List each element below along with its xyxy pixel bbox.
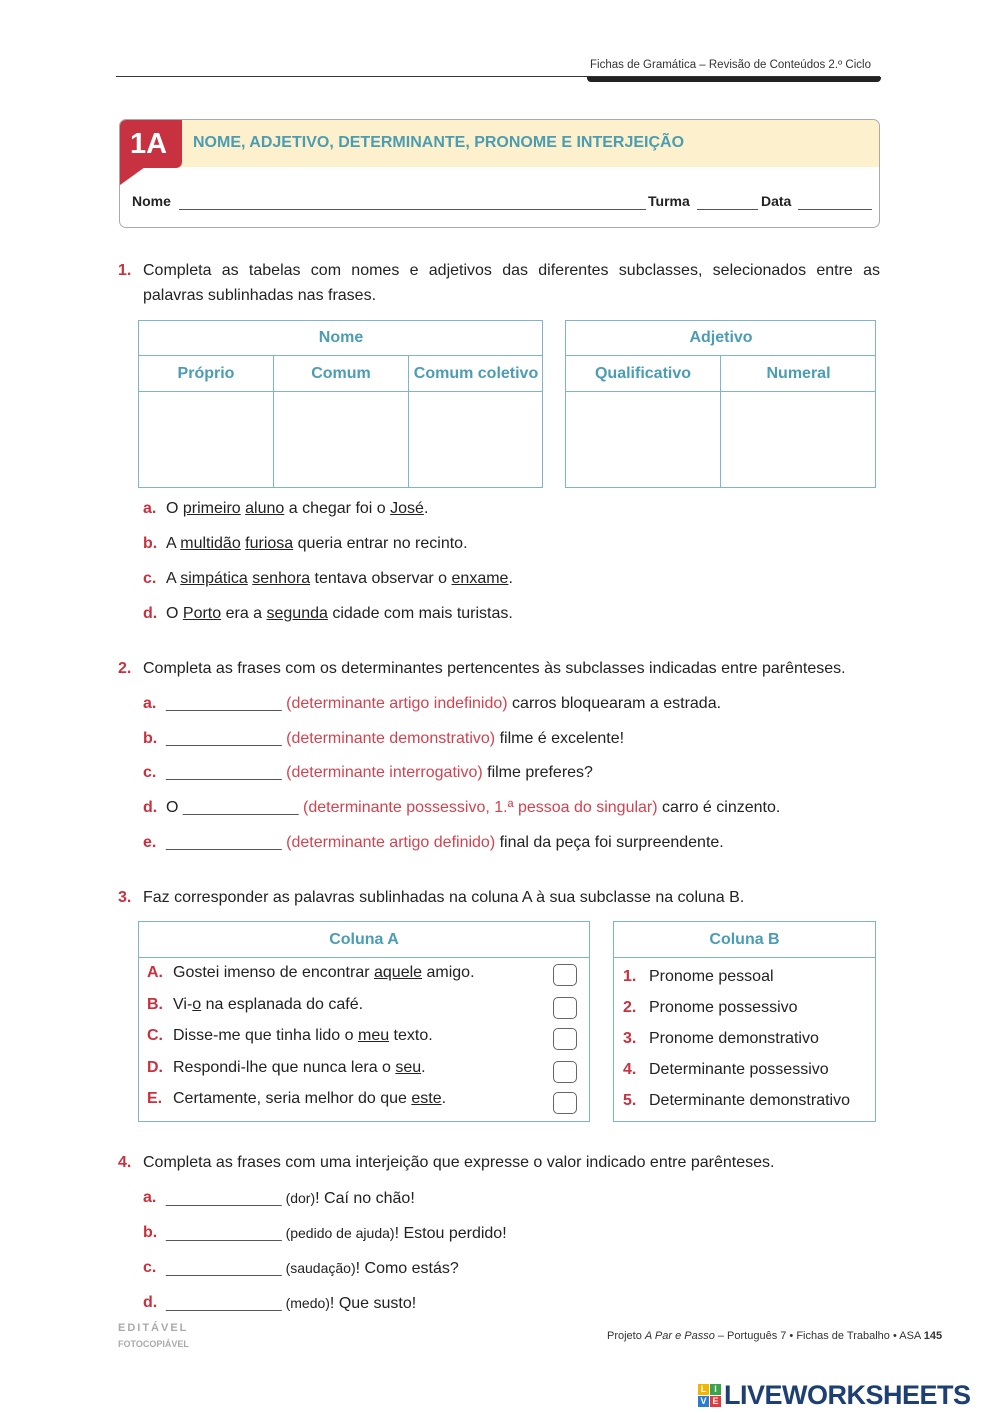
text-segment: O — [166, 500, 183, 517]
item-letter: d. — [143, 799, 158, 816]
underlined-word: enxame — [451, 570, 509, 587]
sentence-rest: ! Estou perdido! — [394, 1225, 507, 1242]
fill-sentence — [166, 729, 624, 749]
col-numeral: Numeral — [721, 356, 876, 392]
answer-blank[interactable]: _____________ — [166, 834, 282, 851]
underlined-word: aluno — [245, 500, 285, 517]
coluna-b-number: 1. — [623, 968, 637, 985]
answer-blank[interactable]: _____________ — [166, 1295, 282, 1312]
nome-label: Nome — [132, 193, 171, 209]
underlined-word: multidão — [180, 535, 241, 552]
text-segment: amigo. — [422, 964, 475, 981]
col-comum: Comum — [274, 356, 409, 392]
hint-text: (determinante artigo indefinido) — [281, 695, 508, 712]
coluna-b-item: Pronome demonstrativo — [649, 1030, 819, 1047]
sentence-rest: final da peça foi surpreendente. — [495, 834, 724, 851]
coluna-a-letter: C. — [147, 1027, 163, 1044]
text-segment: Gostei imenso de encontrar — [173, 964, 374, 981]
text-segment: . — [441, 1090, 447, 1107]
editavel-stamp: EDITÁVEL — [118, 1322, 189, 1334]
section-badge: 1A — [130, 128, 168, 160]
item-letter: c. — [143, 764, 157, 781]
text-segment: Disse-me que tinha lido o — [173, 1027, 358, 1044]
coluna-b-item: Determinante possessivo — [649, 1061, 829, 1078]
sentence — [166, 604, 513, 624]
hint-text: (determinante artigo definido) — [281, 834, 496, 851]
hint-text: (medo) — [281, 1295, 330, 1311]
fill-sentence — [166, 763, 593, 783]
sentence — [166, 499, 428, 519]
hint-text: (saudação) — [281, 1260, 356, 1276]
text-segment: Vi- — [173, 996, 193, 1013]
coluna-a-sentence — [173, 963, 475, 983]
item-letter: a. — [143, 1189, 157, 1206]
coluna-b-item: Pronome pessoal — [649, 968, 774, 985]
answer-blank[interactable]: _____________ — [166, 1190, 282, 1207]
coluna-a-letter: A. — [147, 964, 163, 981]
text-segment: . — [421, 1059, 426, 1076]
underlined-word: simpática — [180, 570, 248, 587]
answer-cell-numeral[interactable] — [721, 392, 876, 488]
title-box — [119, 119, 880, 228]
item-letter: a. — [143, 500, 157, 517]
text-segment: cidade com mais turistas. — [327, 605, 513, 622]
fill-sentence — [166, 833, 724, 853]
table-nome — [138, 320, 543, 488]
coluna-a-letter: D. — [147, 1059, 163, 1076]
q2-number: 2. — [118, 660, 132, 677]
coluna-b-item: Pronome possessivo — [649, 999, 798, 1016]
credit-pre: Projeto — [607, 1330, 645, 1342]
text-segment: A — [166, 570, 181, 587]
coluna-b-number: 2. — [623, 999, 637, 1016]
sentence-rest: filme é excelente! — [495, 730, 625, 747]
match-answer-box[interactable] — [553, 997, 577, 1019]
coluna-b-number: 4. — [623, 1061, 637, 1078]
table-nome-title: Nome — [139, 321, 543, 356]
coluna-a-sentence — [173, 1026, 433, 1046]
coluna-a-sentence — [173, 1089, 446, 1109]
logo-letter: V — [698, 1396, 709, 1407]
hint-text: (pedido de ajuda) — [281, 1225, 395, 1241]
underlined-word: seu — [395, 1059, 422, 1076]
logo-letter: L — [698, 1384, 709, 1395]
item-letter: c. — [143, 1259, 157, 1276]
table-adjetivo — [565, 320, 876, 488]
q1-text-line1: Completa as tabelas com nomes e adjetivos das diferentes subclasses, selecionados entre as — [143, 262, 880, 279]
sentence-prefix: O — [166, 799, 183, 816]
q2-text: Completa as frases com os determinantes pertencentes às subclasses indicadas entre parênteses. — [143, 660, 846, 677]
underlined-word: segunda — [266, 605, 328, 622]
underlined-word: este — [411, 1090, 442, 1107]
underlined-word: primeiro — [182, 500, 241, 517]
q3-text: Faz corresponder as palavras sublinhadas na coluna A à sua subclasse na coluna B. — [143, 889, 745, 906]
credit-post: – Português 7 • Fichas de Trabalho • ASA — [714, 1330, 924, 1342]
answer-cell-comum[interactable] — [274, 392, 409, 488]
logo-letter: E — [710, 1396, 721, 1407]
fill-sentence — [166, 694, 721, 714]
coluna-b-item: Determinante demonstrativo — [649, 1092, 850, 1109]
text-segment: . — [423, 500, 429, 517]
underlined-word: Porto — [182, 605, 222, 622]
coluna-b-number: 3. — [623, 1030, 637, 1047]
interjection-sentence — [166, 1258, 459, 1279]
sentence-rest: ! Como estás? — [355, 1260, 459, 1277]
answer-cell-qualificativo[interactable] — [566, 392, 721, 488]
text-segment: na esplanada do café. — [201, 996, 364, 1013]
q4-number: 4. — [118, 1154, 132, 1171]
interjection-sentence — [166, 1188, 415, 1209]
logo-squares-icon — [698, 1384, 721, 1407]
item-letter: a. — [143, 695, 157, 712]
text-segment: O — [166, 605, 183, 622]
answer-blank[interactable]: _____________ — [166, 730, 282, 747]
underlined-word: senhora — [252, 570, 311, 587]
sentence-rest: ! Que susto! — [329, 1295, 417, 1312]
text-segment: texto. — [389, 1027, 433, 1044]
match-answer-box[interactable] — [553, 1061, 577, 1083]
item-letter: c. — [143, 570, 157, 587]
interjection-sentence — [166, 1223, 507, 1244]
coluna-a-letter: E. — [147, 1090, 163, 1107]
q1-number: 1. — [118, 262, 132, 279]
text-segment: a chegar foi o — [284, 500, 391, 517]
answer-blank[interactable]: _____________ — [182, 799, 299, 816]
turma-label: Turma — [648, 193, 690, 209]
text-segment: era a — [221, 605, 267, 622]
logo-letter: I — [710, 1384, 721, 1395]
sentence-rest: filme preferes? — [482, 764, 593, 781]
answer-cell-comum-coletivo[interactable] — [409, 392, 543, 488]
match-answer-box[interactable] — [553, 1092, 577, 1114]
coluna-b-number: 5. — [623, 1092, 637, 1109]
running-title: Fichas de Gramática – Revisão de Conteúdos 2.º Ciclo — [590, 59, 871, 71]
sentence — [166, 534, 468, 554]
sentence-rest: carros bloquearam a estrada. — [507, 695, 722, 712]
item-letter: e. — [143, 834, 157, 851]
text-segment: . — [508, 570, 513, 587]
fill-sentence — [166, 798, 780, 818]
answer-cell-proprio[interactable] — [139, 392, 274, 488]
col-proprio: Próprio — [139, 356, 274, 392]
underlined-word: aquele — [374, 964, 423, 981]
liveworksheets-logo — [698, 1380, 971, 1411]
answer-blank[interactable]: _____________ — [166, 695, 282, 712]
text-segment: A — [166, 535, 181, 552]
fotocopiavel-stamp: FOTOCOPIÁVEL — [118, 1339, 189, 1349]
data-input-line[interactable] — [798, 209, 872, 210]
footer-credit — [607, 1330, 942, 1342]
answer-blank[interactable]: _____________ — [166, 764, 282, 781]
sentence-rest: ! Caí no chão! — [315, 1190, 415, 1207]
match-answer-box[interactable] — [553, 1028, 577, 1050]
underlined-word: José — [390, 500, 424, 517]
hint-text: (determinante demonstrativo) — [281, 730, 496, 747]
answer-blank[interactable]: _____________ — [166, 1225, 282, 1242]
col-comum-coletivo: Comum coletivo — [409, 356, 543, 392]
hint-text: (determinante possessivo, 1.ª pessoa do singular) — [298, 799, 658, 816]
nome-input-line[interactable] — [179, 209, 646, 210]
underlined-word: furiosa — [245, 535, 294, 552]
underlined-word: meu — [357, 1027, 390, 1044]
q1-text-line2: palavras sublinhadas nas frases. — [143, 287, 377, 304]
table-adjetivo-title: Adjetivo — [566, 321, 876, 356]
coluna-b-title: Coluna B — [614, 922, 875, 958]
text-segment: tentava observar o — [310, 570, 452, 587]
page-number: 145 — [923, 1330, 943, 1342]
q4-text: Completa as frases com uma interjeição que expresse o valor indicado entre parênteses. — [143, 1154, 775, 1171]
item-letter: d. — [143, 605, 158, 622]
coluna-a-letter: B. — [147, 996, 163, 1013]
interjection-sentence — [166, 1293, 416, 1314]
text-segment: Certamente, seria melhor do que — [173, 1090, 412, 1107]
logo-text: LIVEWORKSHEETS — [724, 1380, 971, 1410]
item-letter: d. — [143, 1294, 158, 1311]
coluna-a-sentence — [173, 1058, 426, 1078]
item-letter: b. — [143, 1224, 158, 1241]
q3-number: 3. — [118, 889, 132, 906]
underlined-word: o — [192, 996, 202, 1013]
turma-input-line[interactable] — [697, 209, 758, 210]
answer-blank[interactable]: _____________ — [166, 1260, 282, 1277]
sentence-rest: carro é cinzento. — [657, 799, 781, 816]
coluna-a-sentence — [173, 995, 363, 1015]
text-segment: Respondi-lhe que nunca lera o — [173, 1059, 396, 1076]
section-title: NOME, ADJETIVO, DETERMINANTE, PRONOME E INTERJEIÇÃO — [193, 134, 685, 151]
sentence — [166, 569, 513, 589]
col-qualificativo: Qualificativo — [566, 356, 721, 392]
data-label: Data — [761, 193, 792, 209]
hint-text: (determinante interrogativo) — [281, 764, 483, 781]
item-letter: b. — [143, 535, 158, 552]
text-segment: queria entrar no recinto. — [293, 535, 468, 552]
match-answer-box[interactable] — [553, 964, 577, 986]
coluna-a-title: Coluna A — [139, 922, 589, 958]
item-letter: b. — [143, 730, 158, 747]
header-bar — [587, 77, 881, 82]
hint-text: (dor) — [281, 1190, 316, 1206]
credit-title: A Par e Passo — [644, 1330, 715, 1342]
